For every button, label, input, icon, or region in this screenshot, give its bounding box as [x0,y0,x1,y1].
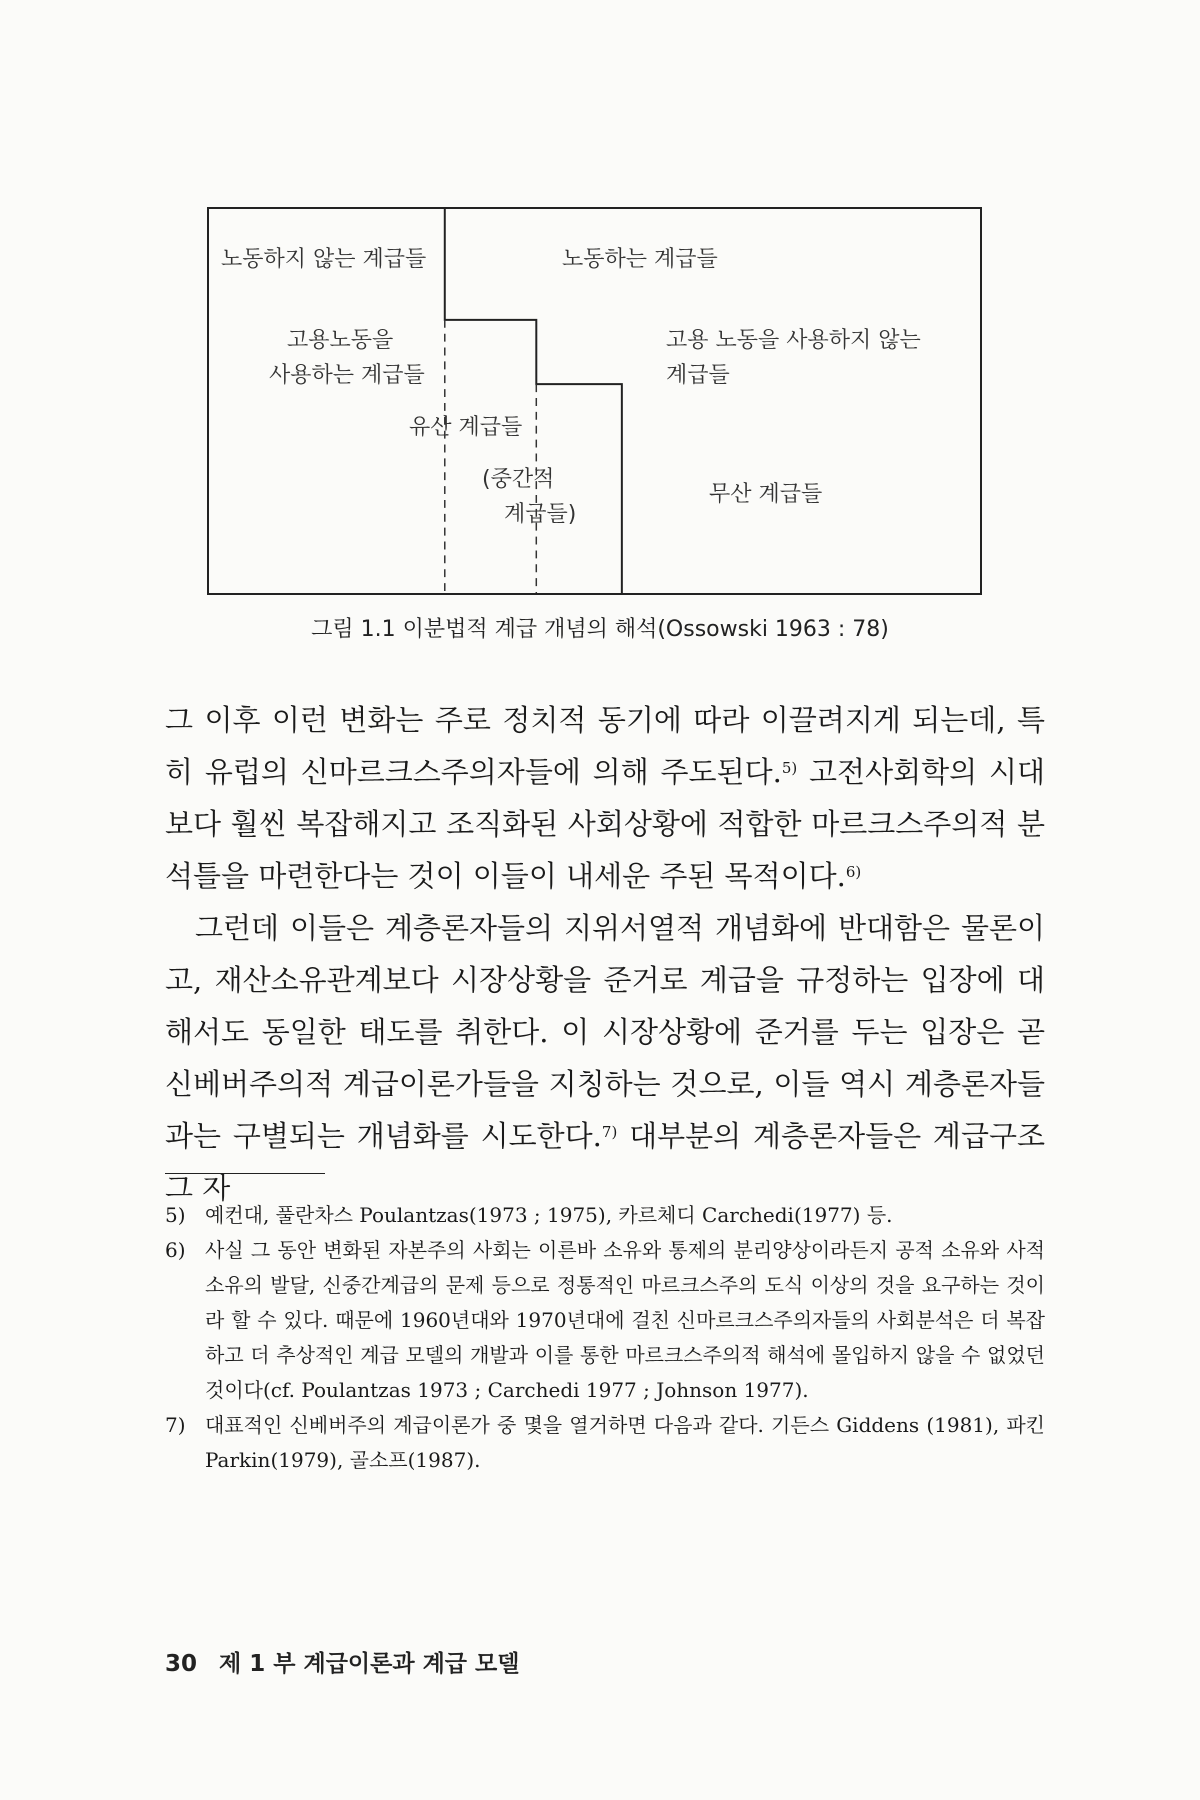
running-head: 제 1 부 계급이론과 계급 모델 [219,1651,520,1677]
paragraph-2-text-a: 그런데 이들은 계층론자들의 지위서열적 개념화에 반대함은 물론이고, 재산소유관계보다 시장상황을 준거로 계급을 규정하는 입장에 대해서도 동일한 태도를 취한다. 이 시장상황에 준거를 두는 입장은 곧 신베버주의적 계급이론가들을 지칭하는 것으로, 이들 역시 계층론자들과는 구별되는 개념화를 시도한다. [165,911,1045,1153]
footnote-6 [165,1233,1045,1408]
label-not-employing-line1: 고용 노동을 사용하지 않는 [666,328,921,353]
footnote-text: 사실 그 동안 변화된 자본주의 사회는 이른바 소유와 통제의 분리양상이라든지 공적 소유와 사적 소유의 발달, 신중간계급의 문제 등으로 정통적인 마르크스주의 도식 이상의 것을 요구하는 것이라 할 수 있다. 때문에 1960년대와 1970년대에 걸친 신마르크스주의자들의 사회분석은 더 복잡하고 더 추상적인 계급 모델의 개발과 이를 통한 마르크스주의적 해석에 몰입하지 않을 수 없었던 것이다(cf. Poulantzas 1973 ; Carchedi 1977 ; Johnson 1977). [205,1238,1045,1402]
footnote-7 [165,1408,1045,1478]
label-propertyless-classes: 무산 계급들 [709,482,823,507]
paragraph-1-text-a: 그 이후 이런 변화는 주로 정치적 동기에 따라 이끌려지게 되는데, 특히 유럽의 신마르크스주의자들에 의해 주도된다. [165,703,1045,789]
body-text [165,694,1045,1214]
page-number: 30 [165,1651,198,1677]
label-not-employing-line2: 계급들 [666,363,730,388]
paragraph-1 [165,694,1045,902]
class-concept-diagram [207,207,982,595]
footnote-5 [165,1198,1045,1233]
footnote-ref-5[interactable]: 5) [781,759,798,777]
label-propertied-classes: 유산 계급들 [409,415,523,440]
footnote-number: 6) [165,1238,186,1262]
paragraph-1-text-b: 고전사회학의 시대보다 훨씬 복잡해지고 조직화된 사회상황에 적합한 마르크스주의적 분석틀을 마련한다는 것이 이들이 내세운 주된 목적이다. [165,755,1045,893]
page-footer [165,1645,519,1678]
footnote-ref-6[interactable]: 6) [845,863,862,881]
figure-caption: 그림 1.1 이분법적 계급 개념의 해석(Ossowski 1963 : 78) [311,617,889,642]
label-employing-line1: 고용노동을 [287,328,394,353]
label-middle-line1: (중간적 [482,467,555,492]
paragraph-2-text-b: 대부분의 계층론자들은 계급구조 그 자 [165,1119,1045,1205]
footnote-text: 대표적인 신베버주의 계급이론가 중 몇을 열거하면 다음과 같다. 기든스 Giddens (1981), 파킨 Parkin(1979), 골소프(1987). [205,1413,1045,1472]
footnote-number: 5) [165,1203,186,1227]
paragraph-2 [165,902,1045,1214]
label-working-classes: 노동하는 계급들 [562,247,718,272]
footnote-divider [165,1173,325,1174]
footnote-ref-7[interactable]: 7) [601,1123,618,1141]
label-employing-line2: 사용하는 계급들 [269,363,425,388]
footnote-text: 예컨대, 풀란차스 Poulantzas(1973 ; 1975), 카르체디 Carchedi(1977) 등. [205,1203,893,1227]
footnote-number: 7) [165,1413,186,1437]
footnotes [165,1198,1045,1478]
label-non-working-classes: 노동하지 않는 계급들 [221,247,427,272]
label-middle-line2: 계급들) [504,502,577,527]
